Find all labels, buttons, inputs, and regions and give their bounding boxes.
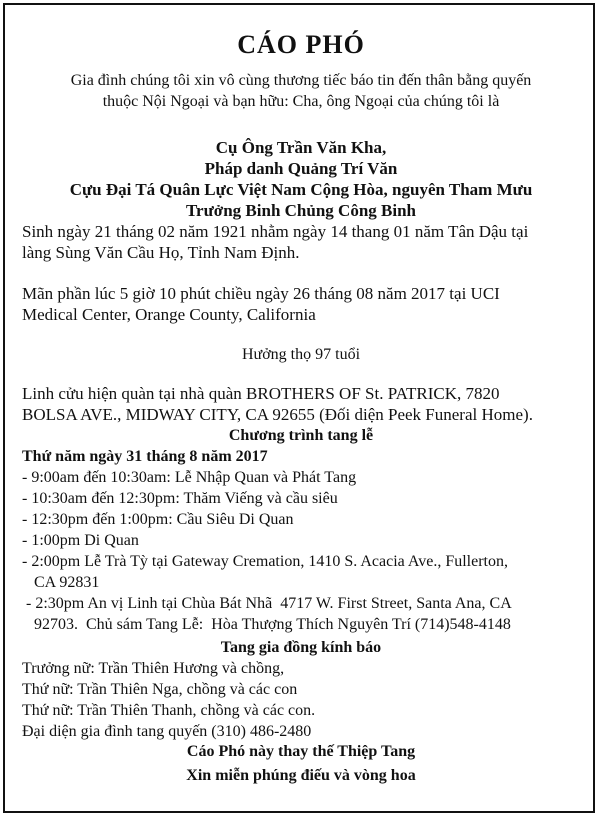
- schedule-item: - 9:00am đến 10:30am: Lễ Nhập Quan và Phát Tang: [22, 469, 357, 486]
- viewing-paragraph: [22, 383, 582, 425]
- family-heading: Tang gia đồng kính báo: [220, 639, 382, 656]
- viewing-line: Linh cửu hiện quàn tại nhà quàn BROTHERS OF St. PATRICK, 7820: [22, 384, 500, 403]
- birth-line: Sinh ngày 21 tháng 02 năm 1921 nhằm ngày 14 thang 01 năm Tân Dậu tại: [22, 222, 529, 241]
- deceased-rank: Cựu Đại Tá Quân Lực Việt Nam Cộng Hòa, nguyên Tham Mưu: [69, 180, 533, 199]
- family-contact: Đại diện gia đình tang quyến (310) 486-2480: [22, 723, 312, 740]
- viewing-line: BOLSA AVE., MIDWAY CITY, CA 92655 (Đối diện Peek Funeral Home).: [22, 405, 533, 424]
- family-member: Thứ nữ: Trần Thiên Nga, chồng và các con: [22, 681, 298, 698]
- closing-line: Cáo Phó này thay thế Thiệp Tang: [186, 743, 416, 760]
- closing-block: [0, 740, 602, 788]
- death-line: Mãn phần lúc 5 giờ 10 phút chiều ngày 26 tháng 08 năm 2017 tại UCI: [22, 284, 500, 303]
- schedule-item: - 1:00pm Di Quan: [22, 532, 139, 549]
- birth-paragraph: [22, 221, 582, 263]
- schedule-item: - 12:30pm đến 1:00pm: Cầu Siêu Di Quan: [22, 511, 294, 528]
- intro-paragraph: [20, 70, 582, 112]
- intro-line: Gia đình chúng tôi xin vô cùng thương tiếc báo tin đến thân bằng quyến: [70, 72, 532, 89]
- dharma-name: Pháp danh Quảng Trí Văn: [204, 159, 398, 178]
- deceased-name: Cụ Ông Trần Văn Kha,: [215, 138, 387, 157]
- schedule-list: [22, 467, 582, 635]
- deceased-rank: Trưởng Binh Chủng Công Binh: [185, 201, 416, 220]
- death-line: Medical Center, Orange County, California: [22, 305, 316, 324]
- program-date: Thứ năm ngày 31 tháng 8 năm 2017: [22, 448, 268, 465]
- birth-line: làng Sùng Văn Cầu Họ, Tỉnh Nam Định.: [22, 243, 300, 262]
- schedule-item: - 2:30pm An vị Linh tại Chùa Bát Nhã 4717 W. First Street, Santa Ana, CA: [22, 595, 512, 612]
- schedule-item-continued: CA 92831: [34, 574, 100, 591]
- family-member: Thứ nữ: Trần Thiên Thanh, chồng và các con.: [22, 702, 316, 719]
- intro-line: thuộc Nội Ngoại và bạn hữu: Cha, ông Ngoại của chúng tôi là: [102, 93, 500, 110]
- family-list: [22, 658, 582, 742]
- age-line: Hưởng thọ 97 tuổi: [241, 346, 361, 363]
- death-paragraph: [22, 283, 582, 325]
- notice-title: CÁO PHÓ: [237, 30, 365, 59]
- closing-line: Xin miễn phúng điếu và vòng hoa: [186, 767, 416, 784]
- schedule-item: - 2:00pm Lễ Trà Tỳ tại Gateway Cremation, 1410 S. Acacia Ave., Fullerton,: [22, 553, 508, 570]
- deceased-block: [14, 137, 588, 221]
- schedule-item-continued: 92703. Chủ sám Tang Lễ: Hòa Thượng Thích Nguyên Trí (714)548-4148: [34, 616, 511, 633]
- family-member: Trưởng nữ: Trần Thiên Hương và chồng,: [22, 660, 285, 677]
- schedule-item: - 10:30am đến 12:30pm: Thăm Viếng và cầu siêu: [22, 490, 338, 507]
- program-heading: Chương trình tang lễ: [228, 427, 374, 444]
